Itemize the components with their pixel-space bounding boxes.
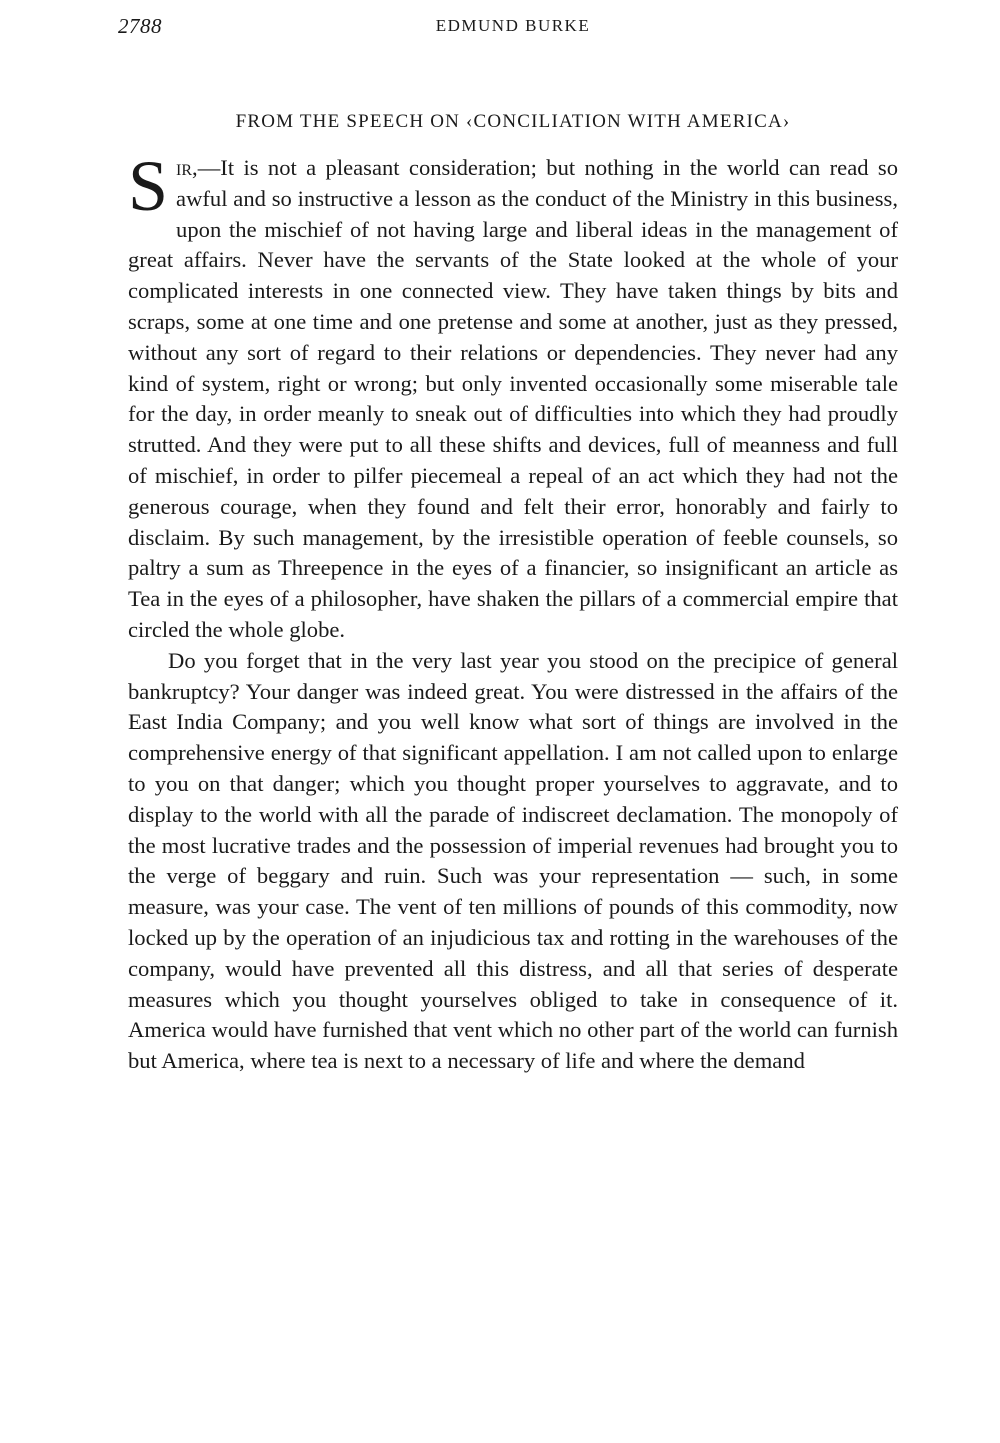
- paragraph-1: [128, 146, 898, 646]
- paragraph-1-text: ,—It is not a pleasant consideration; but nothing in the world can read so awful and so instructive a lesson as the conduct of the Ministry in this business, upon the mischief of not having large and liberal ideas in the management of great affairs. Never have the servants of the State looked at the whole of your complicated interests in one connected view. They have taken things by bits and scraps, some at one time and one pretense and some at another, just as they pressed, without any sort of regard to their relations or dependencies. They never had any kind of system, right or wrong; but only invented occasionally some miserable tale for the day, in order meanly to sneak out of difficulties into which they had proudly strutted. And they were put to all these shifts and devices, full of meanness and full of mischief, in order to pilfer piecemeal a repeal of an act which they had not the generous courage, when they found and felt their error, honorably and fairly to disclaim. By such management, by the irresistible operation of feeble counsels, so paltry a sum as Threepence in the eyes of a financier, so insignificant an article as Tea in the eyes of a philosopher, have shaken the pillars of a commercial empire that circled the whole globe.: [128, 155, 898, 642]
- paragraph-2: Do you forget that in the very last year you stood on the precipice of general bankruptcy? Your danger was indeed great. You were distressed in the affairs of the East India Company; and you well know what sort of things are involved in the comprehensive energy of that significant appellation. I am not called upon to enlarge to you on that danger; which you thought proper yourselves to aggravate, and to display to the world with all the parade of indiscreet declamation. The monopoly of the most lucrative trades and the possession of imperial revenues had brought you to the verge of beggary and ruin. Such was your representation — such, in some measure, was your case. The vent of ten millions of pounds of this commodity, now locked up by the operation of an injudicious tax and rotting in the warehouses of the company, would have prevented all this distress, and all that series of desperate measures which you thought yourselves obliged to take in consequence of it. America would have furnished that vent which no other part of the world can furnish but America, where tea is next to a necessary of life and where the demand: [128, 647, 898, 1074]
- drop-cap: S: [128, 146, 169, 226]
- body-text: [128, 146, 898, 1077]
- paragraph-1-lead: ir: [176, 155, 193, 180]
- running-title: EDMUND BURKE: [435, 16, 591, 35]
- running-head: [118, 14, 908, 44]
- section-title: FROM THE SPEECH ON ‹CONCILIATION WITH AMERICA›: [235, 111, 791, 132]
- page-number: 2788: [118, 14, 162, 38]
